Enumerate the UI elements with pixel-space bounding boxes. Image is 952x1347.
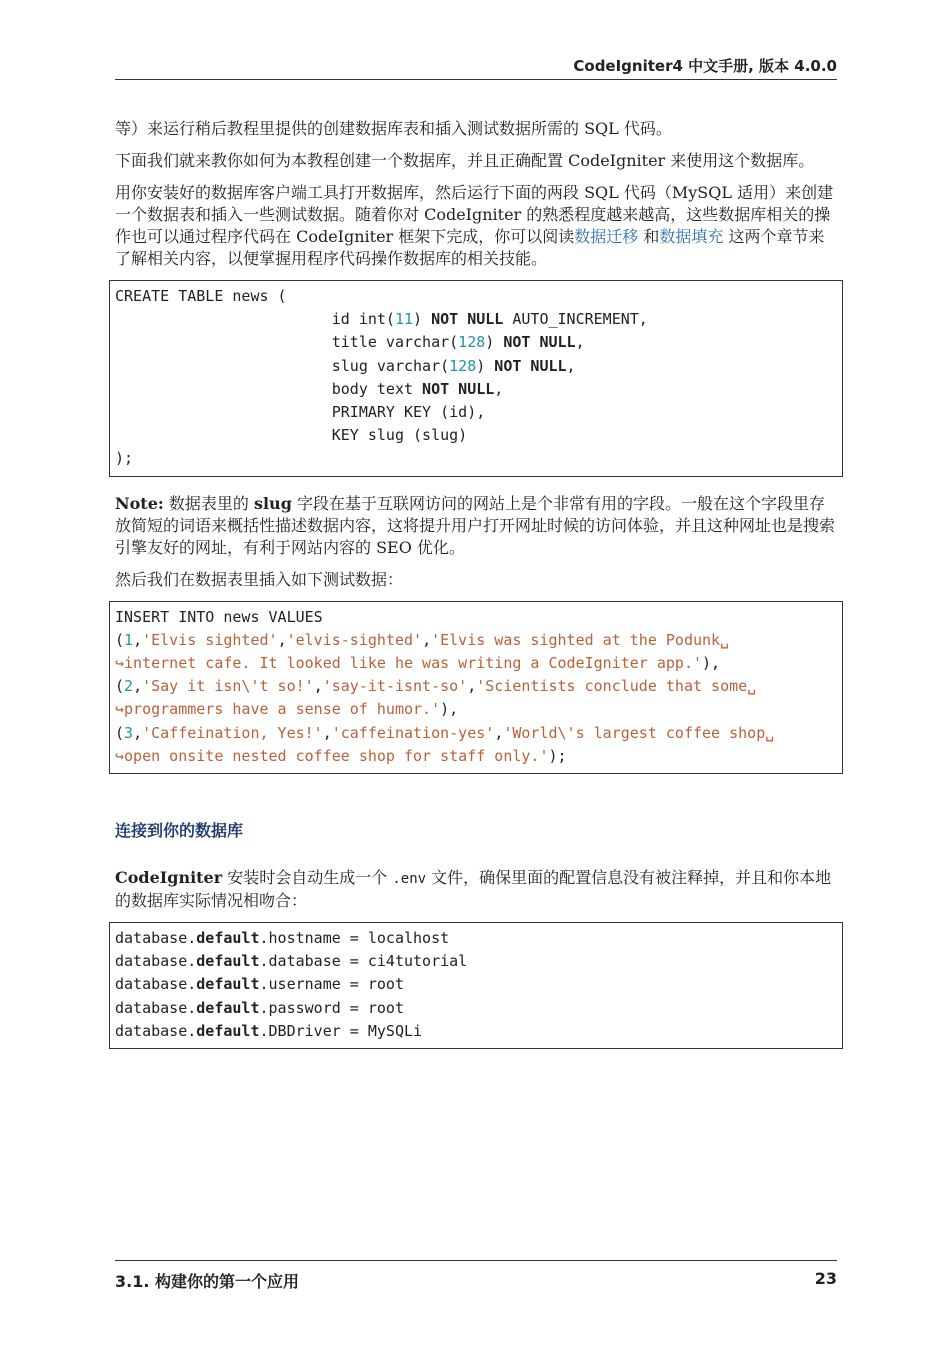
page-footer [115, 1260, 837, 1291]
paragraph-5: CodeIgniter 安装时会自动生成一个 .env 文件，确保里面的配置信息没有被注释掉，并且和你本地的数据库实际情况相吻合： [115, 868, 832, 911]
paragraph-3: 用你安装好的数据库客户端工具打开数据库，然后运行下面的两段 SQL 代码（MySQL 适用）来创建一个数据表和插入一些测试数据。随着你对 CodeIgniter 的熟悉程度越来越高，这些数据库相关的操作也可以通过程序代码在 CodeIgniter 框架下完成，你可以阅读数据迁移 和数据填充 这两个章节来了解相关内容，以便掌握用程序代码操作数据库的相关技能。 [115, 183, 834, 268]
main-content [115, 118, 837, 1063]
link-seeds[interactable]: 数据填充 [659, 227, 724, 246]
header-title: CodeIgniter4 中文手册, 版本 4.0.0 [573, 57, 837, 75]
code-block-env: database.default.hostname = localhost database.default.database = ci4tutorial database.default.username = root database.default.password = root database.default.DBDriver = MySQLi [109, 922, 843, 1049]
paragraph-4: 然后我们在数据表里插入如下测试数据： [115, 569, 404, 589]
link-migrations[interactable]: 数据迁移 [574, 227, 639, 246]
footer-section: 3.1. 构建你的第一个应用 [115, 1272, 299, 1291]
page-header [115, 55, 837, 80]
paragraph-2: 下面我们就来教你如何为本教程创建一个数据库，并且正确配置 CodeIgniter 来使用这个数据库。 [115, 151, 815, 170]
section-title: 连接到你的数据库 [115, 821, 244, 841]
paragraph-1: 等）来运行稍后教程里提供的创建数据库表和插入测试数据所需的 SQL 代码。 [115, 119, 672, 138]
page-number: 23 [814, 1269, 837, 1288]
code-block-insert: INSERT INTO news VALUES (1,'Elvis sighted','elvis-sighted','Elvis was sighted at the Podunk␣ ↪internet cafe. It looked like he was writing a CodeIgniter app.'), (2,'Say it isn\'t so!','say-it-isnt-so','Scientists conclude that some␣ ↪programmers have a sense of humor.'), (3,'Caffeination, Yes!','caffeination-yes','World\'s largest coffee shop␣ ↪open onsite nested coffee shop for staff only.'); [109, 601, 843, 774]
code-block-create-table: CREATE TABLE news ( id int(11) NOT NULL AUTO_INCREMENT, title varchar(128) NOT NULL, slug varchar(128) NOT NULL, body text NOT NULL, PRIMARY KEY (id), KEY slug (slug) ); [109, 280, 843, 477]
note-paragraph: Note: 数据表里的 slug 字段在基于互联网访问的网站上是个非常有用的字段。一般在这个字段里存放简短的词语来概括性描述数据内容，这将提升用户打开网址时候的访问体验，并且这种网址也是搜索引擎友好的网址，有利于网站内容的 SEO 优化。 [115, 493, 836, 557]
